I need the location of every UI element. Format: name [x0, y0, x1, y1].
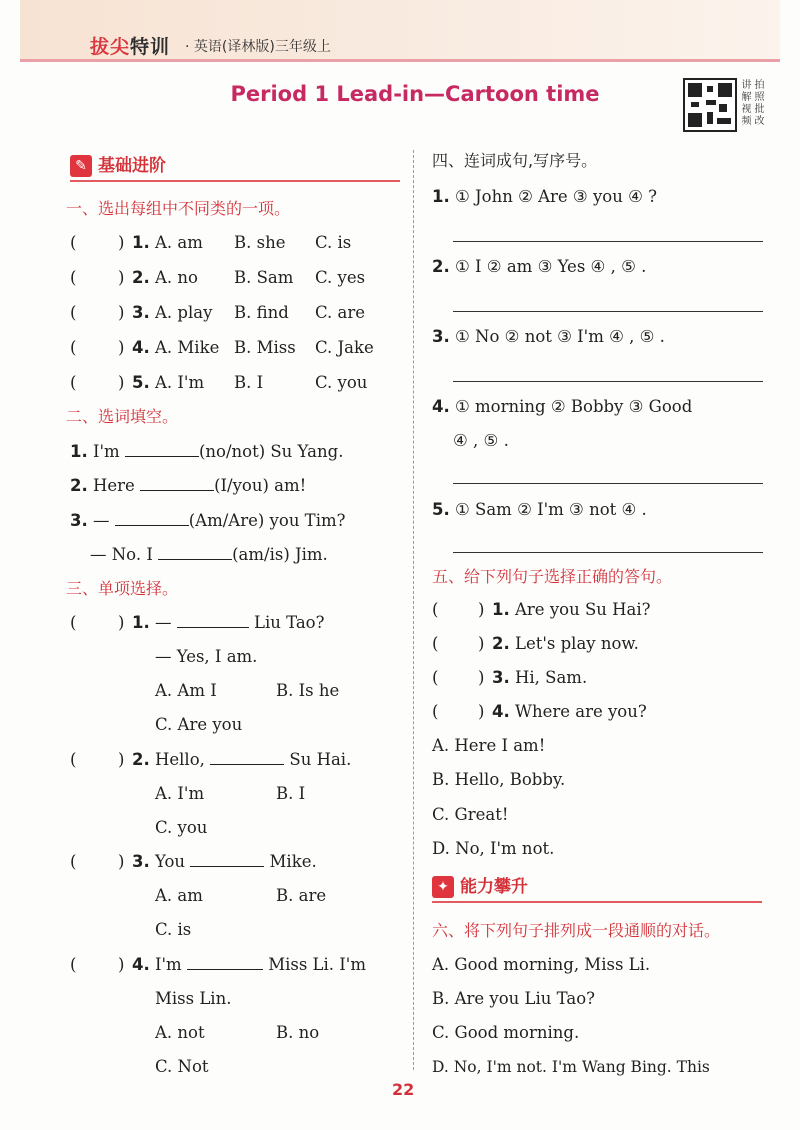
part6-line-b: B. Are you Liu Tao?	[432, 989, 596, 1008]
pencil-icon: ✎	[70, 155, 92, 177]
part6-heading: 六、将下列句子排列成一段通顺的对话。	[432, 921, 721, 940]
part5-option-b: B. Hello, Bobby.	[432, 770, 566, 789]
part4-q4-line2: ④ , ⑤ .	[453, 431, 509, 450]
part2-heading: 二、选词填空。	[66, 407, 179, 426]
answer-line-1[interactable]	[453, 241, 763, 242]
book-info: · 英语(译林版)三年级上	[185, 39, 331, 55]
page-title: Period 1 Lead-in—Cartoon time	[230, 82, 600, 106]
part2-q3: 3. — (Am/Are) you Tim?	[70, 511, 346, 530]
part5-heading: 五、给下列句子选择正确的答句。	[432, 567, 673, 586]
answer-line-4[interactable]	[453, 483, 763, 484]
part1-heading: 一、选出每组中不同类的一项。	[66, 199, 291, 218]
header-band	[20, 0, 780, 62]
part5-option-c: C. Great!	[432, 805, 509, 824]
part5-option-a: A. Here I am!	[432, 736, 546, 755]
part4-q3: 3. ① No ② not ③ I'm ④ , ⑤ .	[432, 327, 665, 346]
runner-icon: ✦	[432, 876, 454, 898]
part4-q1: 1. ① John ② Are ③ you ④ ?	[432, 187, 657, 206]
part4-heading: 四、连词成句,写序号。	[432, 151, 598, 170]
answer-line-5[interactable]	[453, 552, 763, 553]
section-basic: ✎ 基础进阶	[70, 153, 400, 181]
part6-line-d: D. No, I'm not. I'm Wang Bing. This	[432, 1058, 710, 1076]
page-number: 22	[392, 1080, 415, 1099]
part6-line-a: A. Good morning, Miss Li.	[432, 955, 651, 974]
worksheet-page: 拔尖特训 · 英语(译林版)三年级上 Period 1 Lead-in—Cartoon time 讲 拍解 照视 批频 改 ✎ 基础进阶 一、选出每组中不同类的一项。 ( ) 1. A. am B. she C. is ( ) 2. A. no B. Sam C. yes ( ) 3. A. play B. find C. are ( ) 4. A. Mike B. Miss C. Jake ( ) 5. A. I'm B. I C. you 二、选词填空。 1. I'm (no/not) Su Yang. 2. Here (I/you) am! 3. — (Am/Are) you Tim? — No. I (am/is) Jim. 三、单项选择。 ( ) 1. — Liu Tao? — Yes, I am. A. Am I B. Is he C. Are you ( ) 2. Hello, Su Hai. A. I'm B. I C. you ( ) 3. You Mike. A. am B. are C. is ( ) 4. I'm Miss Li. I'm Miss Lin. A. not B. no C. Not 四、连词成句,写序号。 1. ① John ② Are ③ you ④ ? 2. ① I ② am ③ Yes ④ , ⑤ . 3. ① No ② not ③ I'm ④ , ⑤ . 4. ① morning ② Bobby ③ Good ④ , ⑤ . 5. ① Sam ② I'm ③ not ④ . 五、给下列句子选择正确的答句。 ( ) 1. Are you Su Hai? ( ) 2. Let's play now. ( ) 3. Hi, Sam. ( ) 4. Where are you? A. Here I am! B. Hello, Bobby. C. Great! D. No, I'm not. ✦ 能力攀升 六、将下列句子排列成一段通顺的对话。 A. Good morning, Miss Li. B. Are you Liu Tao? C. Good morning. D. No, I'm not. I'm Wang Bing. This 22	[0, 0, 800, 1130]
answer-line-2[interactable]	[453, 311, 763, 312]
section-advanced: ✦ 能力攀升	[432, 874, 762, 902]
part6-line-c: C. Good morning.	[432, 1023, 580, 1042]
part2-q3-line2: — No. I (am/is) Jim.	[90, 545, 328, 564]
answer-line-3[interactable]	[453, 381, 763, 382]
part2-q1: 1. I'm (no/not) Su Yang.	[70, 442, 344, 461]
qr-code[interactable]	[683, 78, 737, 132]
column-divider	[413, 150, 414, 1070]
part4-q4: 4. ① morning ② Bobby ③ Good	[432, 397, 693, 416]
brand-logo: 拔尖特训	[90, 36, 171, 58]
part4-q5: 5. ① Sam ② I'm ③ not ④ .	[432, 500, 647, 519]
part2-q2: 2. Here (I/you) am!	[70, 476, 307, 495]
part4-q2: 2. ① I ② am ③ Yes ④ , ⑤ .	[432, 257, 647, 276]
part5-option-d: D. No, I'm not.	[432, 839, 555, 858]
part3-heading: 三、单项选择。	[66, 579, 179, 598]
qr-caption: 讲 拍解 照视 批频 改	[741, 80, 765, 127]
